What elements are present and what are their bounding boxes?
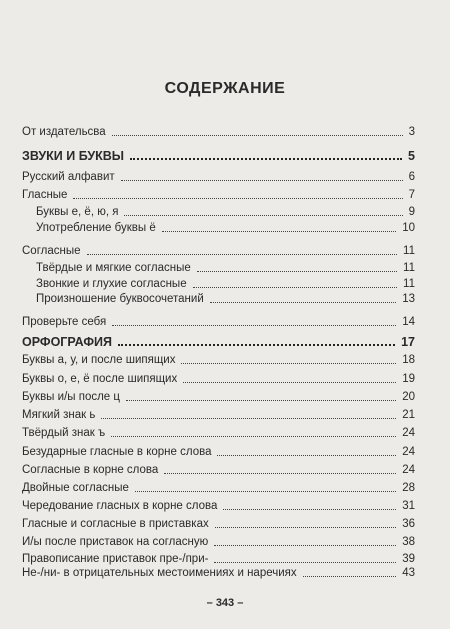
toc-entry-i-y-after-prefixes <box>22 535 415 549</box>
toc-entry-consonants <box>22 244 415 258</box>
toc-entry-hard-sign <box>22 426 415 440</box>
dot-leader <box>210 302 396 303</box>
toc-entry-i-y-after-ts <box>22 390 415 404</box>
dot-leader <box>181 363 396 364</box>
toc-entry-page: 24 <box>402 427 415 439</box>
toc-entry-root-consonants <box>22 463 415 477</box>
toc-entry-vowels <box>22 188 415 202</box>
toc-entry-pronunciation <box>36 292 415 306</box>
dot-leader <box>101 418 396 419</box>
toc-entry-label: Проверьте себя <box>22 316 107 328</box>
dot-leader <box>303 576 397 577</box>
toc-entry-label: Звонкие и глухие согласные <box>36 278 187 290</box>
toc-entry-unstressed-vowels <box>22 445 415 459</box>
dot-leader <box>112 325 396 326</box>
toc-entry-page: 11 <box>403 245 415 257</box>
toc-entry-page: 13 <box>402 293 415 305</box>
toc-entry-label: Не-/ни- в отрицательных местоимениях и наречиях <box>22 567 297 579</box>
dot-leader <box>162 231 396 232</box>
toc-entry-page: 24 <box>402 446 415 458</box>
toc-entry-label: Мягкий знак ь <box>22 409 96 421</box>
toc-entry-label: Твёрдые и мягкие согласные <box>36 262 191 274</box>
toc-entry-page: 19 <box>402 373 415 385</box>
dot-leader <box>112 135 403 136</box>
toc-entry-page: 11 <box>403 262 415 274</box>
dot-leader <box>118 344 395 346</box>
dot-leader <box>121 180 403 181</box>
dot-leader <box>183 382 396 383</box>
toc-entry-page: 20 <box>402 391 415 403</box>
toc-entry-page: 9 <box>408 206 415 218</box>
toc-entry-label: От издательсва <box>22 126 106 138</box>
toc-section-sounds-letters <box>22 149 415 163</box>
dot-leader <box>126 400 396 401</box>
toc-entry-label: Употребление буквы ё <box>36 222 156 234</box>
toc-entry-label: Правописание приставок пре-/при- <box>22 553 209 565</box>
toc-entry-label: Двойные согласные <box>22 482 129 494</box>
dot-leader <box>111 436 396 437</box>
dot-leader <box>135 491 396 492</box>
toc-entry-label: Гласные и согласные в приставках <box>22 518 209 530</box>
dot-leader <box>73 198 402 199</box>
toc-entry-ne-ni <box>22 566 415 580</box>
toc-entry-page: 24 <box>402 464 415 476</box>
toc-entry-page: 14 <box>402 316 415 328</box>
dot-leader <box>197 271 397 272</box>
toc-entry-page: 11 <box>403 278 415 290</box>
toc-entry-page: 38 <box>402 536 415 548</box>
toc-entry-page: 3 <box>408 126 415 138</box>
dot-leader <box>215 527 396 528</box>
toc-entry-page: 36 <box>402 518 415 530</box>
toc-entry-label: Согласные <box>22 245 81 257</box>
toc-entry-o-e-yo <box>22 372 415 386</box>
toc-entry-label: Буквы о, е, ё после шипящих <box>22 373 178 385</box>
dot-leader <box>223 509 396 510</box>
toc-entry-page: 18 <box>402 354 415 366</box>
toc-section-page: 17 <box>401 335 415 349</box>
toc-section-page: 5 <box>408 149 415 163</box>
dot-leader <box>87 254 398 255</box>
toc-entry-soft-sign <box>22 408 415 422</box>
toc-entry-pre-pri <box>22 552 415 566</box>
dot-leader <box>214 562 396 563</box>
dot-leader <box>214 545 396 546</box>
toc-entry-double-consonants <box>22 481 415 495</box>
toc-entry-label: Произношение буквосочетаний <box>36 293 204 305</box>
toc-entry-page: 21 <box>402 409 415 421</box>
toc-entry-letters-e-yo-yu-ya <box>36 205 415 219</box>
toc-entry-page: 43 <box>402 567 415 579</box>
toc-entry-alphabet <box>22 170 415 184</box>
toc-entry-label: Буквы е, ё, ю, я <box>36 206 119 218</box>
toc-entry-page: 7 <box>408 189 415 201</box>
toc-entry-from-publisher <box>22 125 415 139</box>
page-number-footer: – 343 – <box>206 597 244 609</box>
toc-entry-label: Безударные гласные в корне слова <box>22 446 212 458</box>
toc-entry-page: 28 <box>402 482 415 494</box>
toc-entry-label: Согласные в корне слова <box>22 464 159 476</box>
toc-section-orthography <box>22 335 415 349</box>
toc-entry-check-yourself <box>22 315 415 329</box>
toc-entry-prefixes <box>22 517 415 531</box>
dot-leader <box>130 158 402 160</box>
toc-entry-label: Буквы а, у, и после шипящих <box>22 354 176 366</box>
toc-entry-label: Русский алфавит <box>22 171 115 183</box>
toc-entry-label: Буквы и/ы после ц <box>22 391 120 403</box>
toc-entry-a-u-i <box>22 353 415 367</box>
toc-entry-page: 31 <box>402 500 415 512</box>
dot-leader <box>124 215 402 216</box>
dot-leader <box>193 287 397 288</box>
dot-leader <box>217 455 396 456</box>
toc-entry-voiced-voiceless <box>36 277 415 291</box>
toc-entry-label: Чередование гласных в корне слова <box>22 500 218 512</box>
toc-entry-label: Твёрдый знак ъ <box>22 427 106 439</box>
toc-section-label: ОРФОГРАФИЯ <box>22 335 112 349</box>
toc-entry-usage-yo <box>36 221 415 235</box>
toc-entry-label: Гласные <box>22 189 68 201</box>
toc-entry-hard-soft <box>36 261 415 275</box>
toc-entry-vowel-alternation <box>22 499 415 513</box>
toc-entry-page: 10 <box>402 222 415 234</box>
toc-entry-page: 6 <box>408 171 415 183</box>
page-title: СОДЕРЖАНИЕ <box>164 80 286 97</box>
toc-entry-label: И/ы после приставок на согласную <box>22 536 209 548</box>
toc-entry-page: 39 <box>402 553 415 565</box>
toc-section-label: ЗВУКИ И БУКВЫ <box>22 149 125 163</box>
dot-leader <box>164 473 396 474</box>
